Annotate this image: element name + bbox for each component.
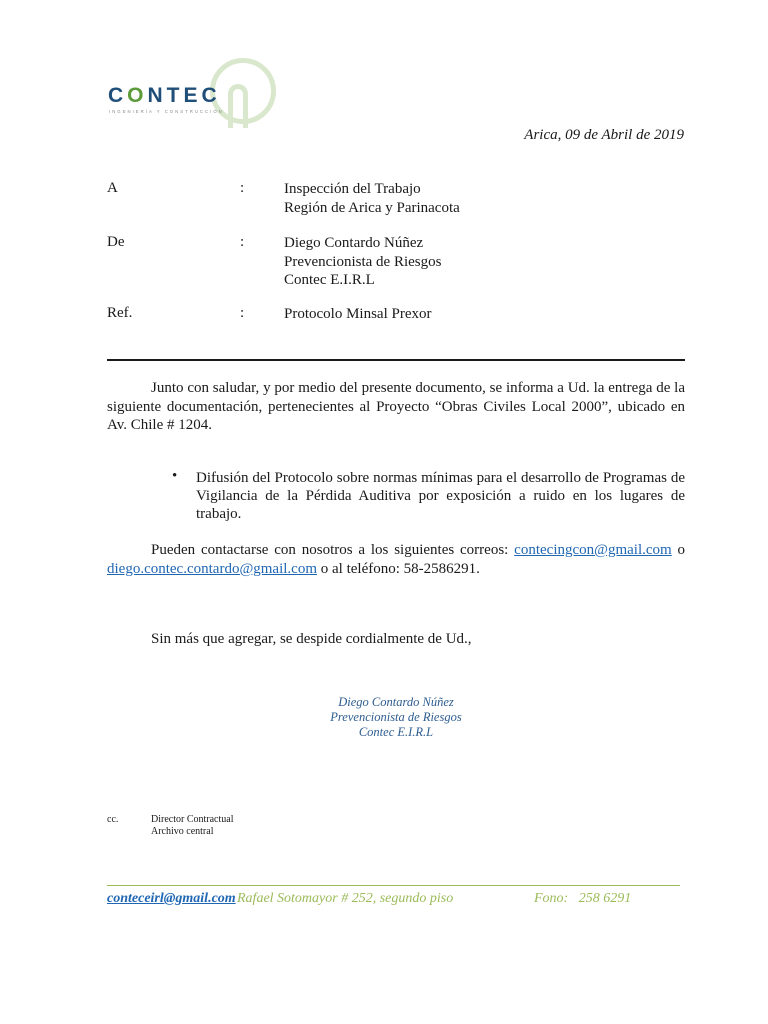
contact-text-pre: Pueden contactarse con nosotros a los siguientes correos: (151, 542, 515, 558)
from-value (284, 234, 441, 290)
closing-paragraph: Sin más que agregar, se despide cordialmente de Ud., (151, 631, 472, 647)
signature-title: Prevencionista de Riesgos (330, 710, 462, 724)
footer-address: Rafael Sotomayor # 252, segundo piso (237, 891, 454, 906)
contact-paragraph (107, 541, 685, 578)
cc-line-1: Director Contractual (151, 814, 234, 825)
ref-colon: : (240, 305, 245, 321)
to-value (284, 180, 460, 217)
letter-date: Arica, 09 de Abril de 2019 (524, 127, 684, 143)
cc-label: cc. (107, 814, 119, 825)
header-divider (107, 359, 685, 361)
to-label: A (107, 180, 118, 196)
ref-value: Protocolo Minsal Prexor (284, 306, 432, 322)
email-link-diego[interactable]: diego.contec.contardo@gmail.com (107, 560, 317, 577)
to-line-1: Inspección del Trabajo (284, 181, 421, 197)
signature-company: Contec E.I.R.L (358, 725, 434, 739)
to-line-2: Región de Arica y Parinacota (284, 199, 460, 216)
from-line-2: Prevencionista de Riesgos (284, 253, 442, 270)
signature-name: Diego Contardo Núñez (338, 695, 454, 709)
bullet-item: Difusión del Protocolo sobre normas mínimas para el desarrollo de Programas de Vigilancia de la Pérdida Auditiva por exposición a ruido en los lugares de trabajo. (196, 470, 685, 522)
contact-text-post: o al teléfono: 58-2586291. (317, 560, 480, 577)
from-line-1: Diego Contardo Núñez (284, 235, 424, 251)
intro-paragraph: Junto con saludar, y por medio del presente documento, se informa a Ud. la entrega de la siguiente documentación, pertenecientes al Proyecto “Obras Civiles Local 2000”, ubicado en Av. Chile # 1204. (107, 380, 685, 433)
cc-line-2: Archivo central (151, 826, 214, 837)
to-colon: : (240, 180, 245, 196)
contact-text-mid: o (671, 542, 686, 558)
footer-divider (107, 885, 680, 886)
email-link-contecingcon[interactable]: contecingcon@gmail.com (514, 542, 672, 558)
footer-email-link[interactable]: conteceirl@gmail.com (107, 891, 236, 906)
bullet-icon: • (172, 468, 178, 484)
ref-label: Ref. (107, 305, 133, 321)
footer-phone: Fono: 258 6291 (534, 891, 632, 906)
company-logo (106, 56, 286, 132)
from-colon: : (240, 234, 245, 250)
logo-emblem-arch (228, 84, 248, 128)
from-line-3: Contec E.I.R.L (284, 272, 375, 288)
logo-tagline: INGENIERÍA Y CONSTRUCCIÓN (109, 109, 224, 114)
logo-wordmark: CONTEC (108, 84, 221, 107)
from-label: De (107, 234, 125, 250)
